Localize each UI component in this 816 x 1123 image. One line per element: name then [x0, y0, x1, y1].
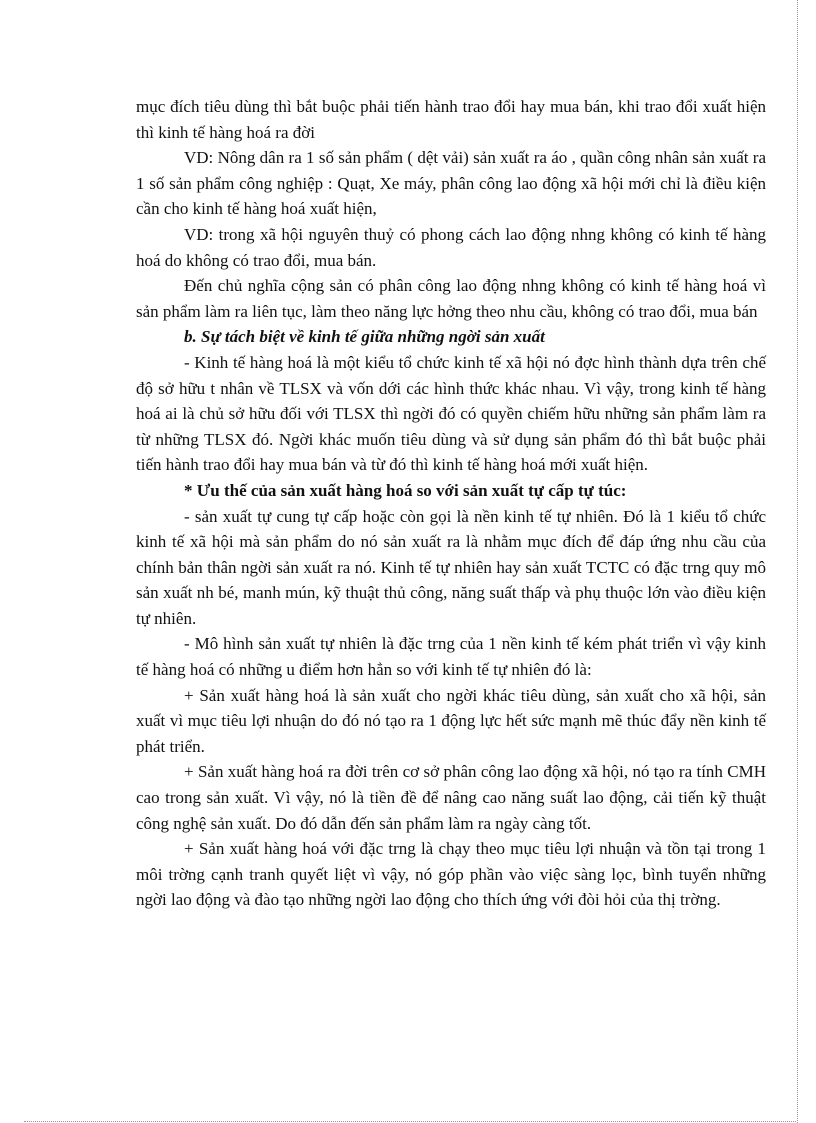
paragraph-self-sufficient: - sản xuất tự cung tự cấp hoặc còn gọi là nền kinh tế tự nhiên. Đó là 1 kiểu tổ chức kinh tế xã hội mà sản phẩm do nó sản xuất ra là nhằm mục đích để đáp ứng nhu cầu của chính bản thân ngời sản xuất ra nó. Kinh tế tự nhiên hay sản xuất TCTC có đặc trng quy mô sản xuất nh bé, manh mún, kỹ thuật thủ công, năng suất thấp và phụ thuộc lớn vào điều kiện tự nhiên.: [136, 506, 766, 628]
paragraph-communism: Đến chủ nghĩa cộng sản có phân công lao động nhng không có kinh tế hàng hoá vì sản phẩm làm ra liên tục, làm theo năng lực hởng theo nhu cầu, không có trao đổi, mua bán: [136, 276, 766, 321]
paragraph-advantage-2: + Sản xuất hàng hoá ra đời trên cơ sở phân công lao động xã hội, nó tạo ra tính CMH cao trong sản xuất. Vì vậy, nó là tiền đề để nâng cao năng suất lao động, cải tiến kỹ thuật công nghệ sản xuất. Do đó dẫn đến sản phẩm làm ra ngày càng tốt.: [136, 762, 766, 833]
paragraph-example-2: VD: trong xã hội nguyên thuỷ có phong cách lao động nhng không có kinh tế hàng hoá do không có trao đổi, mua bán.: [136, 224, 766, 270]
paragraph-commodity-economy: - Kinh tế hàng hoá là một kiểu tổ chức kinh tế xã hội nó đợc hình thành dựa trên chế độ sở hữu t nhân về TLSX và vốn dới các hình thức khác nhau. Vì vậy, trong kinh tế hàng hoá ai là chủ sở hữu đối với TLSX thì ngời đó có quyền chiếm hữu những sản phẩm làm ra từ những TLSX đó. Ngời khác muốn tiêu dùng và sử dụng sản phẩm đó thì bắt buộc phải tiến hành trao đổi hay mua bán và từ đó thì kinh tế hàng hoá mới xuất hiện.: [136, 352, 766, 475]
paragraph-example-1: VD: Nông dân ra 1 số sản phẩm ( dệt vải) sản xuất ra áo , quần công nhân sản xuất ra 1 số sản phẩm công nghiệp : Quạt, Xe máy, phân công lao động xã hội mới chỉ là điều kiện cần cho kinh tế hàng hoá xuất hiện,: [136, 148, 766, 219]
page-border-right: [797, 0, 798, 1123]
page-border-bottom: [24, 1121, 796, 1122]
paragraph-advantage-1: + Sản xuất hàng hoá là sản xuất cho ngời khác tiêu dùng, sản xuất cho xã hội, sản xuất vì mục tiêu lợi nhuận do đó nó tạo ra 1 động lực hết sức mạnh mẽ thúc đẩy nền kinh tế phát triển.: [136, 685, 766, 756]
document-body: [136, 94, 766, 913]
paragraph-continuation: mục đích tiêu dùng thì bắt buộc phải tiến hành trao đổi hay mua bán, khi trao đổi xuất hiện thì kinh tế hàng hoá ra đời: [136, 97, 766, 142]
paragraph-natural-model: - Mô hình sản xuất tự nhiên là đặc trng của 1 nền kinh tế kém phát triển vì vậy kinh tế hàng hoá có những u điểm hơn hẳn so với kinh tế tự nhiên đó là:: [136, 634, 766, 680]
paragraph-advantage-3: + Sản xuất hàng hoá với đặc trng là chạy theo mục tiêu lợi nhuận và tồn tại trong 1 môi trờng cạnh tranh quyết liệt vì vậy, nó góp phần vào việc sàng lọc, bình tuyển những ngời lao động và đào tạo những ngời lao động cho thích ứng với đòi hỏi của thị trờng.: [136, 839, 766, 910]
section-heading-b: b. Sự tách biệt về kinh tế giữa những ngời sản xuất: [184, 327, 545, 347]
section-heading-advantages: * Ưu thế của sản xuất hàng hoá so với sản xuất tự cấp tự túc:: [184, 480, 627, 500]
